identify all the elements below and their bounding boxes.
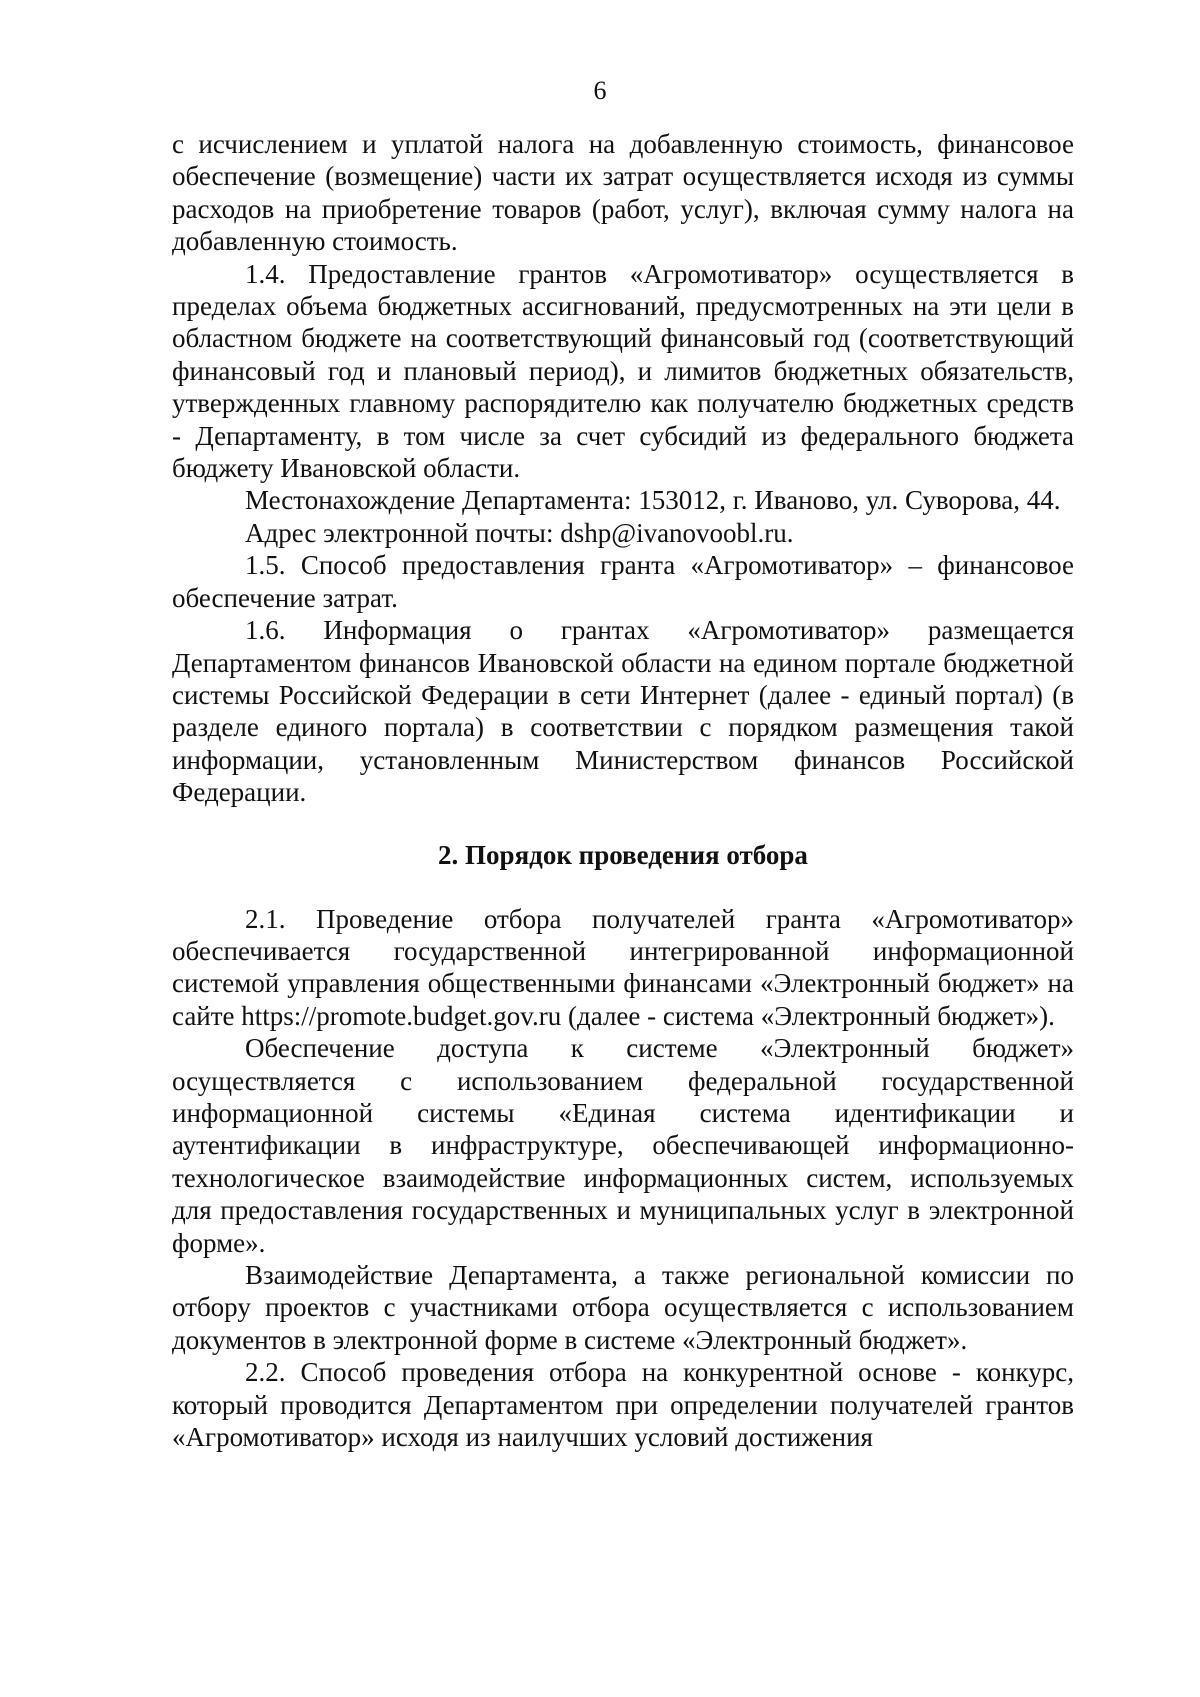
section-heading: 2. Порядок проведения отбора	[438, 839, 808, 870]
page-number: 6	[593, 76, 607, 105]
paragraph: 1.4. Предоставление грантов «Агромотиватор» осуществляется в пределах объема бюджетных ассигнований, предусмотренных на эти цели в областном бюджете на соответствующий финансовый год (соответствующий финансовый год и плановый период), и лимитов бюджетных обязательств, утвержденных главному распорядителю как получателю бюджетных средств - Департаменту, в том числе за счет субсидий из федерального бюджета бюджету Ивановской области.	[172, 258, 1074, 484]
paragraph: Обеспечение доступа к системе «Электронный бюджет» осуществляется с использованием федеральной государственной информационной системы «Единая система идентификации и аутентификации в инфраструктуре, обеспечивающей информационно-технологическое взаимодействие информационных систем, используемых для предоставления государственных и муниципальных услуг в электронной форме».	[172, 1033, 1074, 1258]
paragraph: Адрес электронной почты: dshp@ivanovoobl.ru.	[245, 517, 794, 548]
paragraph: Местонахождение Департамента: 153012, г. Иваново, ул. Суворова, 44.	[245, 485, 1061, 516]
paragraph: 1.6. Информация о грантах «Агромотиватор» размещается Департаментом финансов Ивановской области на едином портале бюджетной системы Российской Федерации в сети Интернет (далее - единый портал) (в разделе единого портала) в соответствии с порядком размещения такой информации, установленным Министерством финансов Российской Федерации.	[172, 615, 1074, 808]
section-2-paragraphs	[172, 903, 1074, 1454]
paragraph: 2.2. Способ проведения отбора на конкурентной основе - конкурс, который проводится Департаментом при определении получателей грантов «Агромотиватор» исходя из наилучших условий достижения	[172, 1357, 1074, 1453]
paragraph: 1.5. Способ предоставления гранта «Агромотиватор» – финансовое обеспечение затрат.	[172, 550, 1074, 613]
paragraph: 2.1. Проведение отбора получателей гранта «Агромотиватор» обеспечивается государственной интегрированной информационной системой управления общественными финансами «Электронный бюджет» на сайте https://promote.budget.gov.ru (далее - система «Электронный бюджет»).	[172, 903, 1074, 1031]
document-body	[172, 128, 1074, 1453]
paragraph: с исчислением и уплатой налога на добавленную стоимость, финансовое обеспечение (возмещение) части их затрат осуществляется исходя из суммы расходов на приобретение товаров (работ, услуг), включая сумму налога на добавленную стоимость.	[172, 129, 1074, 257]
section-1-paragraphs	[172, 128, 1074, 809]
paragraph: Взаимодействие Департамента, а также региональной комиссии по отбору проектов с участниками отбора осуществляется с использованием документов в электронной форме в системе «Электронный бюджет».	[172, 1260, 1074, 1355]
